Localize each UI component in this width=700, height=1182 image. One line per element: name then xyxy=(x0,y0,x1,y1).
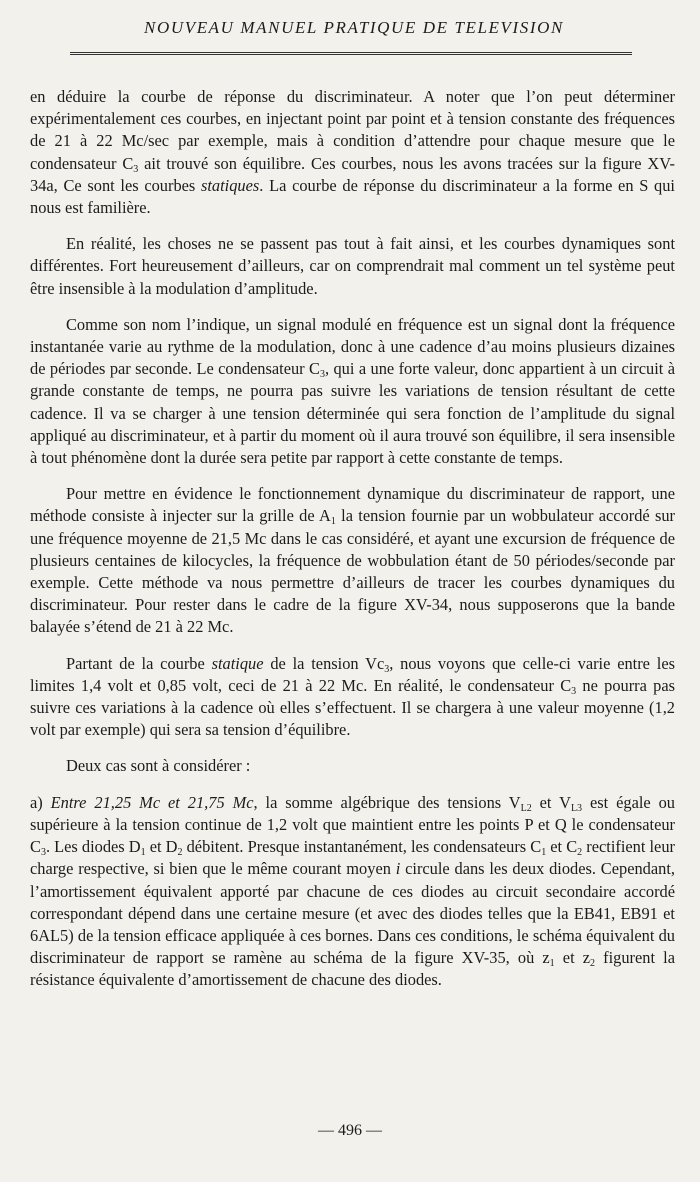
paragraph-3: Comme son nom l’indique, un signal modulé en fréquence est un signal dont la fréquence instantanée varie au rythme de la modulation, donc à une cadence d’au moins plusieurs dizaines de périodes par seconde. Le condensateur $C_3$, qui a une forte valeur, donc appartient à un circuit à grande constante de temps, ne pourra pas suivre les variations de tension résultant de cette cadence. Il va se charger à une tension déterminée qui sera fonction de l’amplitude du signal appliqué au discriminateur, et à partir du moment où il aura trouvé son équilibre, il sera insensible à tout phénomène dont la durée sera petite par rapport à cette constante de temps. xyxy=(30,314,675,468)
paragraph-4: Pour mettre en évidence le fonctionnement dynamique du discriminateur de rapport, une méthode consiste à injecter sur la grille de $A_1$ la tension fournie par un wobbulateur accordé sur une fréquence moyenne de 21,5 Mc dans le cas considéré, et ayant une excursion de fréquence de plusieurs centaines de kilocycles, la fréquence de wobbulation étant de 50 périodes/seconde par exemple. Cette méthode va nous permettre d’ailleurs de tracer les courbes dynamiques du discriminateur. Pour rester dans le cadre de la figure XV-34, nous supposerons que la bande balayée s’étend de 21 à 22 Mc. xyxy=(30,484,675,637)
paragraph-2: En réalité, les choses ne se passent pas tout à fait ainsi, et les courbes dynamiques sont différentes. Fort heureusement d’ailleurs, car on comprendrait mal comment un tel système peut être insensible à la modulation d’amplitude. xyxy=(30,234,675,298)
paragraph-7: a) Entre 21,25 Mc et 21,75 Mc, la somme algébrique des tensions $V_{L2}$ et $V_{L3}$ est égale ou supérieure à la tension continue de 1,2 volt que maintient entre les points P et Q le condensateur $C_3$. Les diodes $D_1$ et $D_2$ débitent. Presque instantanément, les condensateurs $C_1$ et $C_2$ rectifient leur charge respective, si bien que le même courant moyen i circule dans les deux diodes. Cependant, l’amortissement équivalent apporté par chacune de ces diodes au circuit secondaire accordé correspondant dépend dans une certaine mesure (et avec des diodes telles que la EB41, EB91 et 6AL5) de la tension efficace appliquée à ces bornes. Dans ces conditions, le schéma équivalent du discriminateur de rapport se ramène au schéma de la figure XV-35, où $z_1$ et $z_2$ figurent la résistance équivalente d’amortissement de chacune des diodes. xyxy=(30,792,675,990)
paragraph-5: Partant de la courbe statique de la tension $Vc_3$, nous voyons que celle-ci varie entre les limites 1,4 volt et 0,85 volt, ceci de 21 à 22 Mc. En réalité, le condensateur $C_3$ ne pourra pas suivre ces variations à la cadence où elles s’effectuent. Il se chargera à une valeur moyenne (1,2 volt par exemple) qui sera sa tension d’équilibre. xyxy=(30,653,676,740)
paragraph-1: en déduire la courbe de réponse du discriminateur. A noter que l’on peut déterminer expérimentalement ces courbes, en injectant point par point et à tension constante des fréquences de 21 à 22 Mc/sec par exemple, mais à condition d’attendre pour chaque mesure que le condensateur $C_3$ ait trouvé son équilibre. Ces courbes, nous les avons tracées sur la figure XV-34a, Ce sont les courbes statiques. La courbe de réponse du discriminateur a la forme en S qui nous est familière. xyxy=(30,87,675,218)
paragraph-6: Deux cas sont à considérer : xyxy=(66,756,251,776)
header-rule xyxy=(70,52,632,55)
page-number: — 496 — xyxy=(318,1122,382,1139)
body-text xyxy=(30,86,675,992)
running-head: NOUVEAU MANUEL PRATIQUE DE TELEVISION xyxy=(144,18,564,37)
